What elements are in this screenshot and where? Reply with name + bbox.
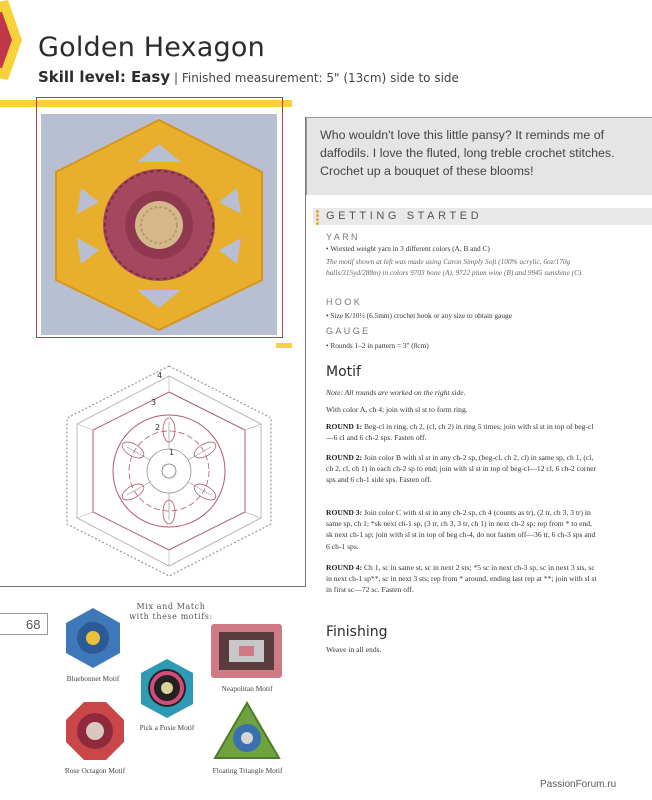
rose-octagon-thumbnail <box>64 700 126 762</box>
motif-heading: Motif <box>326 364 361 380</box>
hook-item: • Size K/10½ (6.5mm) crochet hook or any size to obtain gauge <box>326 311 512 320</box>
skill-level: Skill level: Easy <box>38 68 171 86</box>
gauge-item: • Rounds 1–2 in pattern = 3" (8cm) <box>326 341 429 350</box>
motif-note: Note: All rounds are worked on the right side. <box>326 388 466 397</box>
motif-start: With color A, ch 4; join with sl st to form ring. <box>326 405 468 414</box>
rose-octagon-caption: Rose Octagon Motif <box>64 766 126 775</box>
subtitle <box>38 68 459 86</box>
motif-photo <box>41 114 277 335</box>
column-divider <box>305 117 306 587</box>
getting-started-title: GETTING STARTED <box>326 210 483 222</box>
finished-measurement: | Finished measurement: 5" (13cm) side to side <box>173 71 459 85</box>
finishing-text: Weave in all ends. <box>326 645 382 654</box>
yarn-item: • Worsted weight yarn in 3 different colors (A, B and C) <box>326 244 490 253</box>
page-number: 68 <box>0 613 48 635</box>
intro-box: Who wouldn't love this little pansy? It reminds me of daffodils. I love the fluted, long treble crochet stitches. Crochet up a bouquet of these blooms! <box>306 117 652 195</box>
photo-accent-rule <box>276 343 292 348</box>
neapolitan-thumbnail <box>209 622 284 680</box>
yarn-note: The motif shown at left was made using Caron Simply Soft (100% acrylic, 6oz/170g balls/315yd/288m) in colors 9703 bone (A), 9722 plum wine (B) and 9945 sunshine (C). <box>326 257 584 277</box>
finishing-heading: Finishing <box>326 624 388 640</box>
diagram-label-3: 3 <box>151 398 157 407</box>
gauge-heading: GAUGE <box>326 326 371 336</box>
floating-triangle-caption: Floating Triangle Motif <box>212 766 283 775</box>
neapolitan-caption: Neapolitan Motif <box>221 684 273 693</box>
round-1: ROUND 1: Beg-cl in ring, ch 2, (cl, ch 2) in ring 5 times; join with sl st in top of beg-cl—6 cl and 6 ch-2 sps. Fasten off. <box>326 422 594 443</box>
bluebonnet-caption: Bluebonnet Motif <box>66 674 120 683</box>
floating-triangle-thumbnail <box>212 700 282 762</box>
dots-decoration <box>316 210 319 226</box>
round-2: ROUND 2: Join color B with sl st in any ch-2 sp, (beg-cl, ch 2, cl) in same sp, ch 1, (cl, ch 2, cl, ch 1) in each ch-2 sp to end; join with sl st in top of beg-cl—12 cl, 6 ch-2 corner sps and 6 ch-1 side sps. Fasten off. <box>326 453 597 485</box>
hook-heading: HOOK <box>326 297 363 307</box>
stitch-diagram <box>35 362 303 580</box>
diagram-label-1: 1 <box>169 448 175 457</box>
round-3: ROUND 3: Join color C with sl st in any ch-2 sp, ch 4 (counts as tr), (2 tr, ch 3, 3 tr) in same sp, ch 1; *sk next ch-1 sp, (3 tr, ch 3, 3 tr, ch 1) in next ch-2 sp; rep from * to end, sk next ch-1 sp; join with sl st in top of beg ch-4, do not fasten off—36 tr, 6 ch-3 sps and 6 ch-1 sps. <box>326 508 596 551</box>
left-bottom-divider <box>0 586 306 587</box>
watermark: PassionForum.ru <box>540 779 617 790</box>
page-title: Golden Hexagon <box>38 32 265 63</box>
round-4: ROUND 4: Ch 1, sc in same st, sc in next 2 sts; *5 sc in next ch-3 sp, sc in next 3 sts, sc in next ch-1 sp**, sc in next 3 sts; rep from * around, ending last rep at **; join with sl st in first sc—72 sc. Fasten off. <box>326 563 597 595</box>
pick-a-posie-thumbnail <box>137 657 197 720</box>
diagram-label-2: 2 <box>155 423 161 432</box>
yarn-heading: YARN <box>326 232 360 242</box>
corner-hexagon-decoration <box>0 0 30 80</box>
diagram-label-4: 4 <box>157 371 163 380</box>
mix-match-heading: Mix and Match with these motifs: <box>129 602 213 621</box>
pick-a-posie-caption: Pick a Posie Motif <box>139 723 195 732</box>
bluebonnet-thumbnail <box>62 606 124 670</box>
